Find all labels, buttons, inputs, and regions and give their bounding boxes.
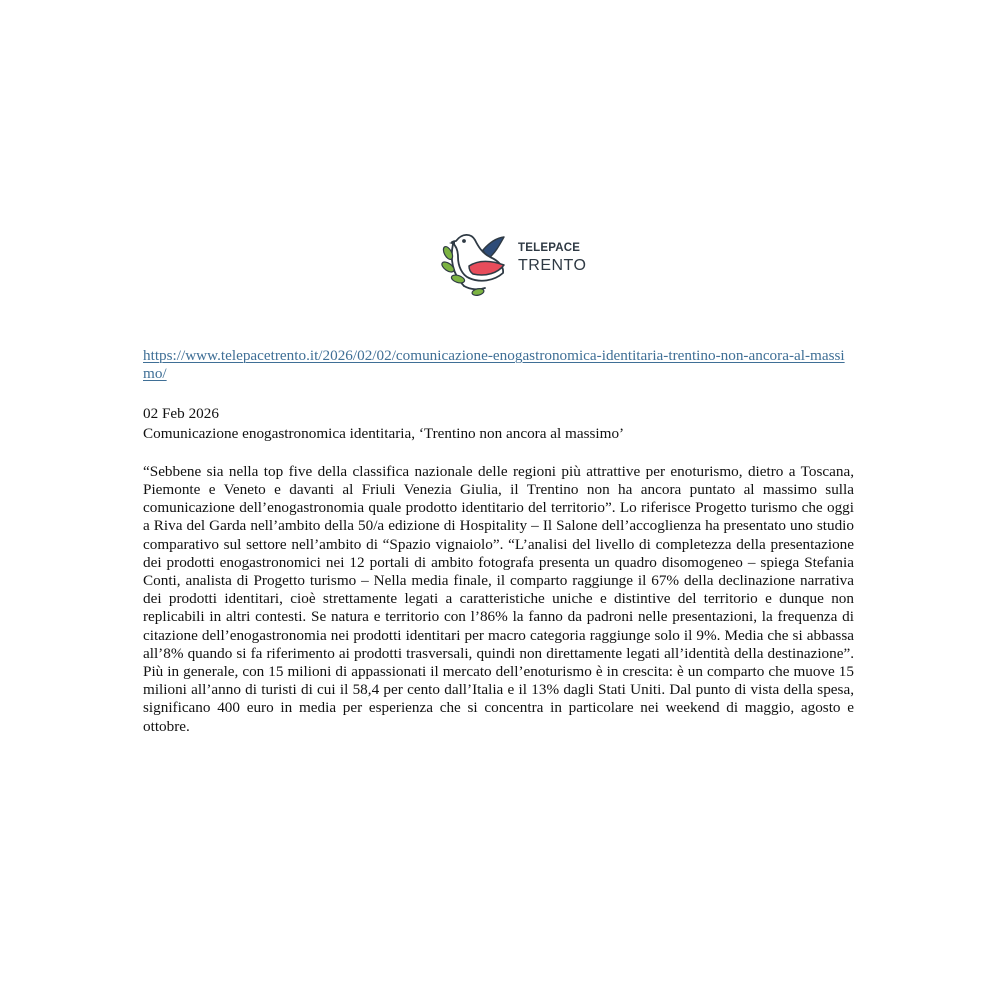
article-body: “Sebbene sia nella top five della classifica nazionale delle regioni più attrattive per enoturismo, dietro a Toscana, Piemonte e Veneto e davanti al Friuli Venezia Giulia, il Trentino non ha ancora puntato al massimo sulla comunicazione dell’enogastronomia quale prodotto identitario del territorio”. Lo riferisce Progetto turismo che oggi a Riva del Garda nell’ambito della 50/a edizione di Hospitality – Il Salone dell’accoglienza ha presentato uno studio comparativo sul settore nell’ambito di “Spazio vignaiolo”. “L’analisi del livello di completezza della presentazione dei prodotti enogastronomici nei 12 portali di ambito fotografa presenta un quadro disomogeneo – spiega Stefania Conti, analista di Progetto turismo – Nella media finale, il comparto raggiunge il 67% della declinazione narrativa dei prodotti identitari, cioè strettamente legati a caratteristiche uniche e distintive del territorio e dunque non replicabili in altri contesti. Se natura e territorio con l’86% la fanno da padroni nelle presentazioni, la frequenza di citazione dell’enogastronomia nei prodotti identitari per macro categoria raggiunge solo il 9%. Media che si abbassa all’8% quando si fa riferimento ai prodotti trasversali, quindi non direttamente legati all’identità della destinazione”. Più in generale, con 15 milioni di appassionati il mercato dell’enoturismo è in crescita: è un comparto che muove 15 milioni all’anno di turisti di cui il 58,4 per cento dall’Italia e il 13% dagli Stati Uniti. Dal punto di vista della spesa, significano 400 euro in media per esperienza che si concentra in particolare nei weekend di maggio, agosto e ottobre. (143, 462, 854, 735)
article-date: 02 Feb 2026 (143, 405, 219, 423)
brand-name-line2: TRENTO (518, 256, 587, 274)
dove-olive-branch-icon (440, 226, 512, 296)
brand-name-line1: TELEPACE (518, 242, 581, 254)
article-content (143, 347, 854, 736)
brand-logo (440, 226, 600, 296)
article-url-link[interactable]: https://www.telepacetrento.it/2026/02/02/comunicazione-enogastronomica-identitaria-trentino-non-ancora-al-massimo/ (143, 347, 845, 383)
article-title: Comunicazione enogastronomica identitaria, ‘Trentino non ancora al massimo’ (143, 424, 625, 442)
brand-wordmark (518, 243, 586, 274)
